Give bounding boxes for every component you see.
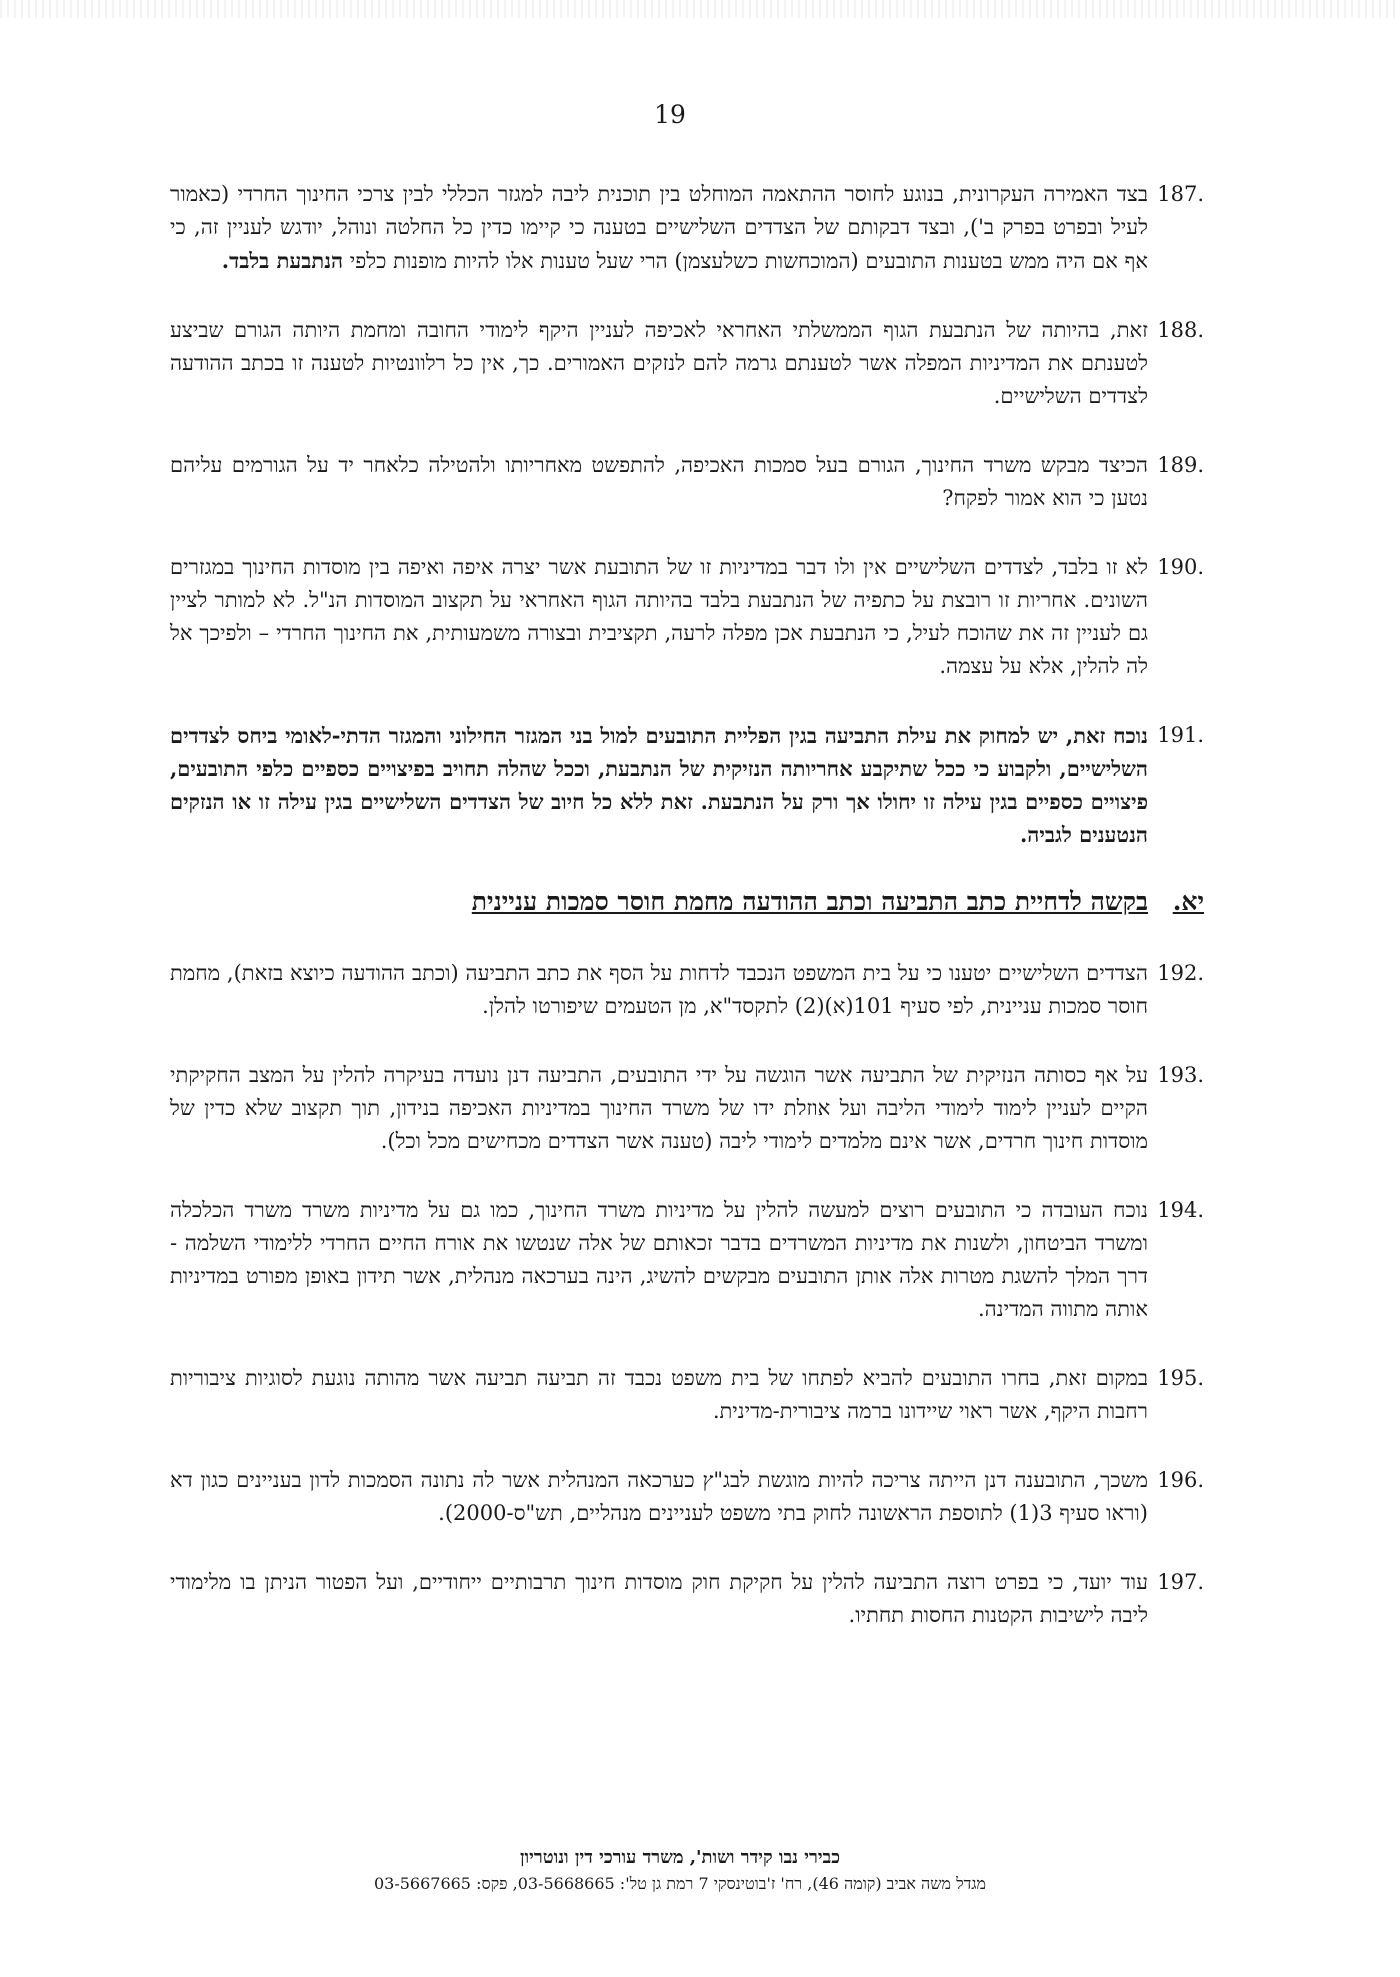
paragraph-number: 197. — [1157, 1570, 1204, 1594]
firm-address: מגדל משה אביב (קומה 46), רח' ז'בוטינסקי 7 רמת גן טל': 03-5668665, פקס: 03-5667665 — [373, 1874, 987, 1893]
bold-emphasis: הנתבעת בלבד. — [221, 248, 344, 273]
paragraph-number: 195. — [1157, 1366, 1204, 1390]
paragraph-text: זאת, בהיותה של הנתבעת הגוף הממשלתי האחראי לאכיפה לעניין היקף לימודי החובה ומחמת היותה הגורם שביצע לטענתם את המדיניות המפלה אשר לטענתם גרמה להם לנזקים האמורים. כך, אין כל רלוונטיות לטענה זו בכתב ההודעה לצדדים השלישיים. — [170, 318, 1148, 408]
section-title: בקשה לדחיית כתב התביעה וכתב ההודעה מחמת חוסר סמכות עניינית — [471, 887, 1148, 916]
paragraph-number: 193. — [1157, 1063, 1204, 1087]
paragraph-188 — [170, 314, 1204, 413]
paragraph-text: על אף כסותה הנזיקית של התביעה אשר הוגשה על ידי התובעים, התביעה דנן נועדה בעיקרה להלין על המצב החקיקתי הקיים לעניין לימוד לימודי הליבה ועל אוזלת ידו של משרד החינוך במדיניות האכיפה בנידון, תוך תקצוב שלא כדין של מוסדות חינוך חרדים, אשר אינם מלמדים לימודי ליבה (טענה אשר הצדדים מכחישים מכל וכל). — [170, 1063, 1148, 1153]
paragraph-text: הצדדים השלישיים יטענו כי על בית המשפט הנכבד לדחות על הסף את כתב התביעה (וכתב ההודעה כיוצא בזאת), מחמת חוסר סמכות עניינית, לפי סעיף 101(א)(2) לתקסד"א, מן הטעמים שיפורטו להלן. — [170, 961, 1148, 1018]
firm-name: כבירי נבו קידר ושות', משרד עורכי דין ונוטריון — [519, 1847, 841, 1868]
paragraph-195 — [170, 1362, 1204, 1428]
paragraph-193 — [170, 1059, 1204, 1158]
paragraph-number: 189. — [1157, 453, 1204, 477]
paragraph-number: 196. — [1157, 1468, 1204, 1492]
paragraph-text: עוד יועד, כי בפרט רוצה התביעה להלין על חקיקת חוק מוסדות חינוך תרבותיים ייחודיים, ועל הפטור הניתן בו מלימודי ליבה לישיבות הקטנות החסות תחתיו. — [170, 1570, 1148, 1627]
paragraph-196 — [170, 1464, 1204, 1530]
paragraph-187 — [170, 178, 1204, 278]
paragraph-number: 187. — [1157, 182, 1204, 206]
paragraph-text: נוכח העובדה כי התובעים רוצים למעשה להלין על מדיניות משרד החינוך, כמו גם על מדיניות משרד משרד הכלכלה ומשרד הביטחון, ולשנות את מדיניות המשרדים בדבר זכאותם של אלה שנטשו את אורח החיים החרדי ללימודי השלמה - דרך המלך להשגת מטרות אלה אותן התובעים מבקשים להשיג, הינה בערכאה מנהלית, אשר תידון באופן מפורט במדיניות אותה מתווה המדינה. — [170, 1198, 1148, 1321]
paragraph-text: לא זו בלבד, לצדדים השלישיים אין ולו דבר במדיניות זו של התובעת אשר יצרה איפה ואיפה בין מוסדות החינוך במגזרים השונים. אחריות זו רובצת על כתפיה של הנתבעת בלבד בהיותה הגוף האחראי על תקצוב המוסדות הנ"ל. לא למותר לציין גם לעניין זה את שהוכח לעיל, כי הנתבעת אכן מפלה לרעה, תקציבית ובצורה משמעותית, את החינוך החרדי – ולפיכך אל לה להלין, אלא על עצמה. — [170, 555, 1148, 678]
paragraph-number: 194. — [1157, 1198, 1204, 1222]
paragraph-text: בצד האמירה העקרונית, בנוגע לחוסר ההתאמה המוחלט בין תוכנית ליבה למגזר הכללי לבין צרכי החינוך החרדי (כאמור לעיל ובפרט בפרק ב'), ובצד דבקותם של הצדדים השלישיים בטענה כי קיימו כדין כל החלטה ונוהל, יודגש לעניין זה, כי אף אם היה ממש בטענות התובעים (המוכחשות כשלעצמן) הרי שעל טענות אלו להיות מופנות כלפי הנתבעת בלבד. — [170, 182, 1148, 273]
section-heading — [170, 887, 1204, 917]
paragraph-number: 190. — [1157, 555, 1204, 579]
page-number: 19 — [654, 100, 686, 129]
paragraph-189 — [170, 449, 1204, 515]
paragraph-number: 188. — [1157, 318, 1204, 342]
paragraph-194 — [170, 1194, 1204, 1326]
paragraph-text: הכיצד מבקש משרד החינוך, הגורם בעל סמכות האכיפה, להתפשט מאחריותו ולהטילה כלאחר יד על הגורמים עליהם נטען כי הוא אמור לפקח? — [170, 453, 1148, 510]
paragraph-text: משכך, התובענה דנן הייתה צריכה להיות מוגשת לבג"ץ כערכאה המנהלית אשר לה נתונה הסמכות לדון בעניינים כגון דא (וראו סעיף 3(1) לתוספת הראשונה לחוק בתי משפט לעניינים מנהליים, תש"ס-2000). — [170, 1468, 1148, 1525]
paragraph-192 — [170, 957, 1204, 1023]
paragraph-191 — [170, 719, 1204, 851]
paragraph-text: במקום זאת, בחרו התובעים להביא לפתחו של בית משפט נכבד זה תביעה תביעה אשר מהותה נוגעת לסוגיות ציבוריות רחבות היקף, אשר ראוי שיידונו ברמה ציבורית-מדינית. — [170, 1366, 1148, 1423]
paragraph-190 — [170, 551, 1204, 683]
paragraph-197 — [170, 1566, 1204, 1632]
section-label: יא. — [1172, 887, 1204, 916]
paragraph-number: 191. — [1157, 723, 1204, 747]
scan-artifact-strip — [0, 0, 1400, 18]
document-body — [170, 178, 1204, 1668]
paragraph-number: 192. — [1157, 961, 1204, 985]
paragraph-text-bold: נוכח זאת, יש למחוק את עילת התביעה בגין הפליית התובעים למול בני המגזר החילוני והמגזר הדתי-לאומי ביחס לצדדים השלישיים, ולקבוע כי ככל שתיקבע אחריותה הנזיקית של הנתבעת, וככל שהלה תחויב בפיצויים כספיים כלפי התובעים, פיצויים כספיים בגין עילה זו יחולו אך ורק על הנתבעת. זאת ללא כל חיוב של הצדדים השלישיים בגין עילה זו או הנזקים הנטענים לגביה. — [170, 723, 1148, 847]
letterhead-footer — [300, 1845, 1060, 1897]
